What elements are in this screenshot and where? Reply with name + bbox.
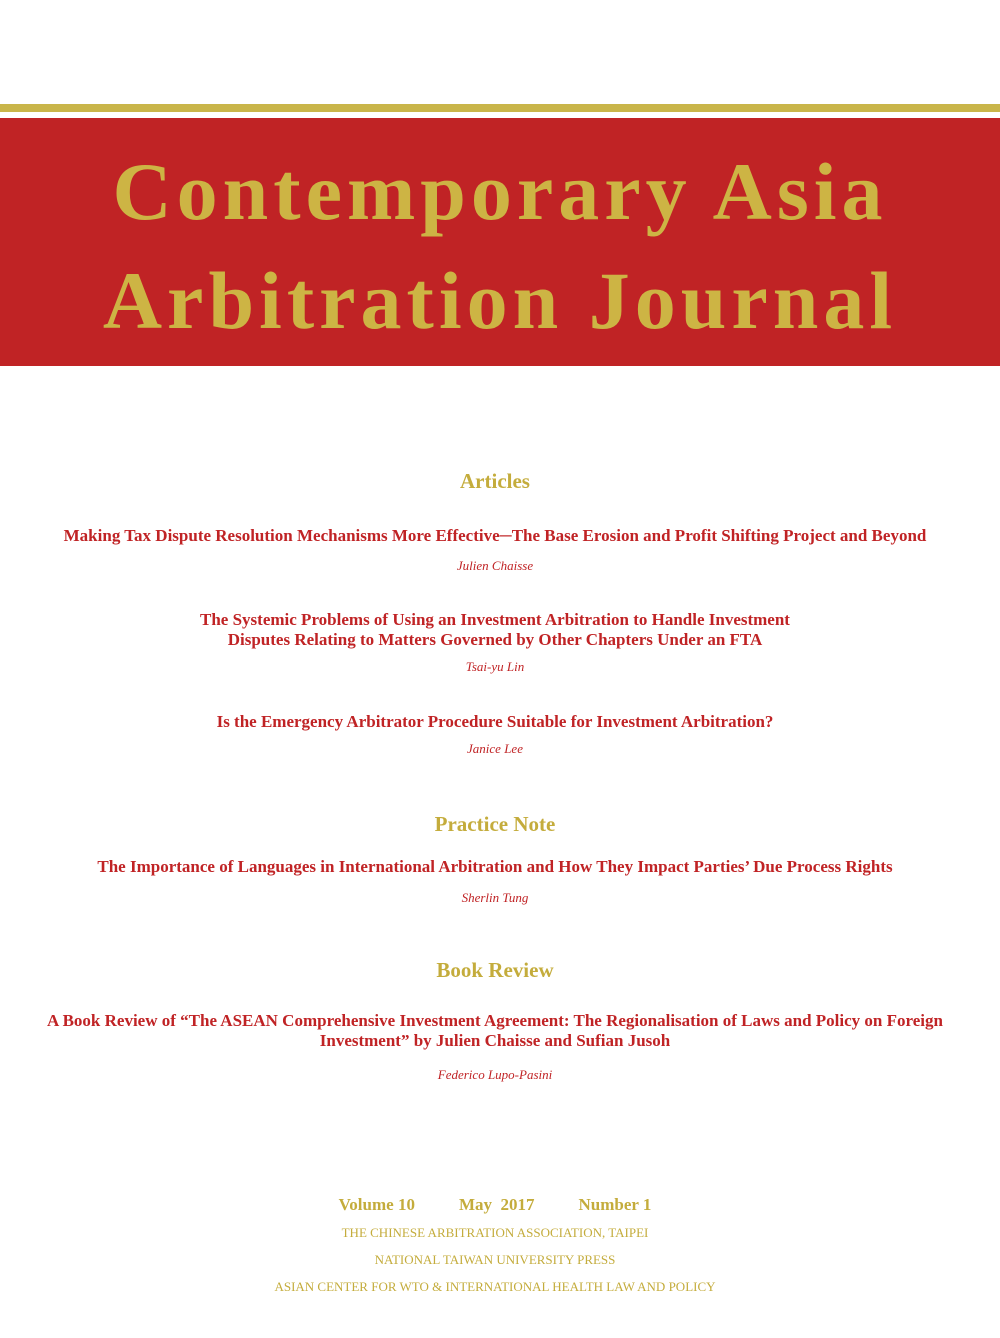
article-author: Tsai-yu Lin bbox=[465, 659, 525, 674]
issue-number: Number 1 bbox=[578, 1195, 652, 1214]
article-author: Sherlin Tung bbox=[461, 890, 529, 905]
article-title: A Book Review of “The ASEAN Comprehensive Investment Agreement: The Regionalisation of Laws and Policy on Foreign Investment” by Julien Chaisse and Sufian Jusoh bbox=[47, 1011, 943, 1050]
article-title: Is the Emergency Arbitrator Procedure Suitable for Investment Arbitration? bbox=[216, 712, 774, 731]
publisher-line: ASIAN CENTER FOR WTO & INTERNATIONAL HEALTH LAW AND POLICY bbox=[274, 1279, 716, 1294]
section-heading-book-review: Book Review bbox=[436, 958, 554, 982]
issue-info bbox=[0, 1195, 990, 1215]
article-author: Federico Lupo-Pasini bbox=[437, 1067, 553, 1082]
article-title: Making Tax Dispute Resolution Mechanisms More Effective─The Base Erosion and Profit Shifting Project and Beyond bbox=[63, 526, 927, 545]
section-heading-articles: Articles bbox=[460, 469, 530, 493]
journal-title-line-1: Contemporary Asia bbox=[112, 146, 888, 237]
top-gold-rule bbox=[0, 104, 1000, 112]
masthead-banner bbox=[0, 118, 1000, 366]
issue-date: May 2017 bbox=[458, 1195, 535, 1214]
article-title: The Systemic Problems of Using an Investment Arbitration to Handle Investment Disputes Relating to Matters Governed by Other Chapters Under an FTA bbox=[200, 610, 790, 649]
article-author: Janice Lee bbox=[467, 741, 523, 756]
issue-volume: Volume 10 bbox=[338, 1195, 415, 1214]
publisher-line: NATIONAL TAIWAN UNIVERSITY PRESS bbox=[374, 1252, 616, 1267]
article-title: The Importance of Languages in International Arbitration and How They Impact Parties’ Due Process Rights bbox=[97, 857, 893, 876]
publisher-line: THE CHINESE ARBITRATION ASSOCIATION, TAIPEI bbox=[341, 1225, 649, 1240]
section-heading-practice-note: Practice Note bbox=[434, 812, 556, 836]
journal-title-line-2: Arbitration Journal bbox=[102, 255, 898, 346]
article-author: Julien Chaisse bbox=[456, 558, 534, 573]
